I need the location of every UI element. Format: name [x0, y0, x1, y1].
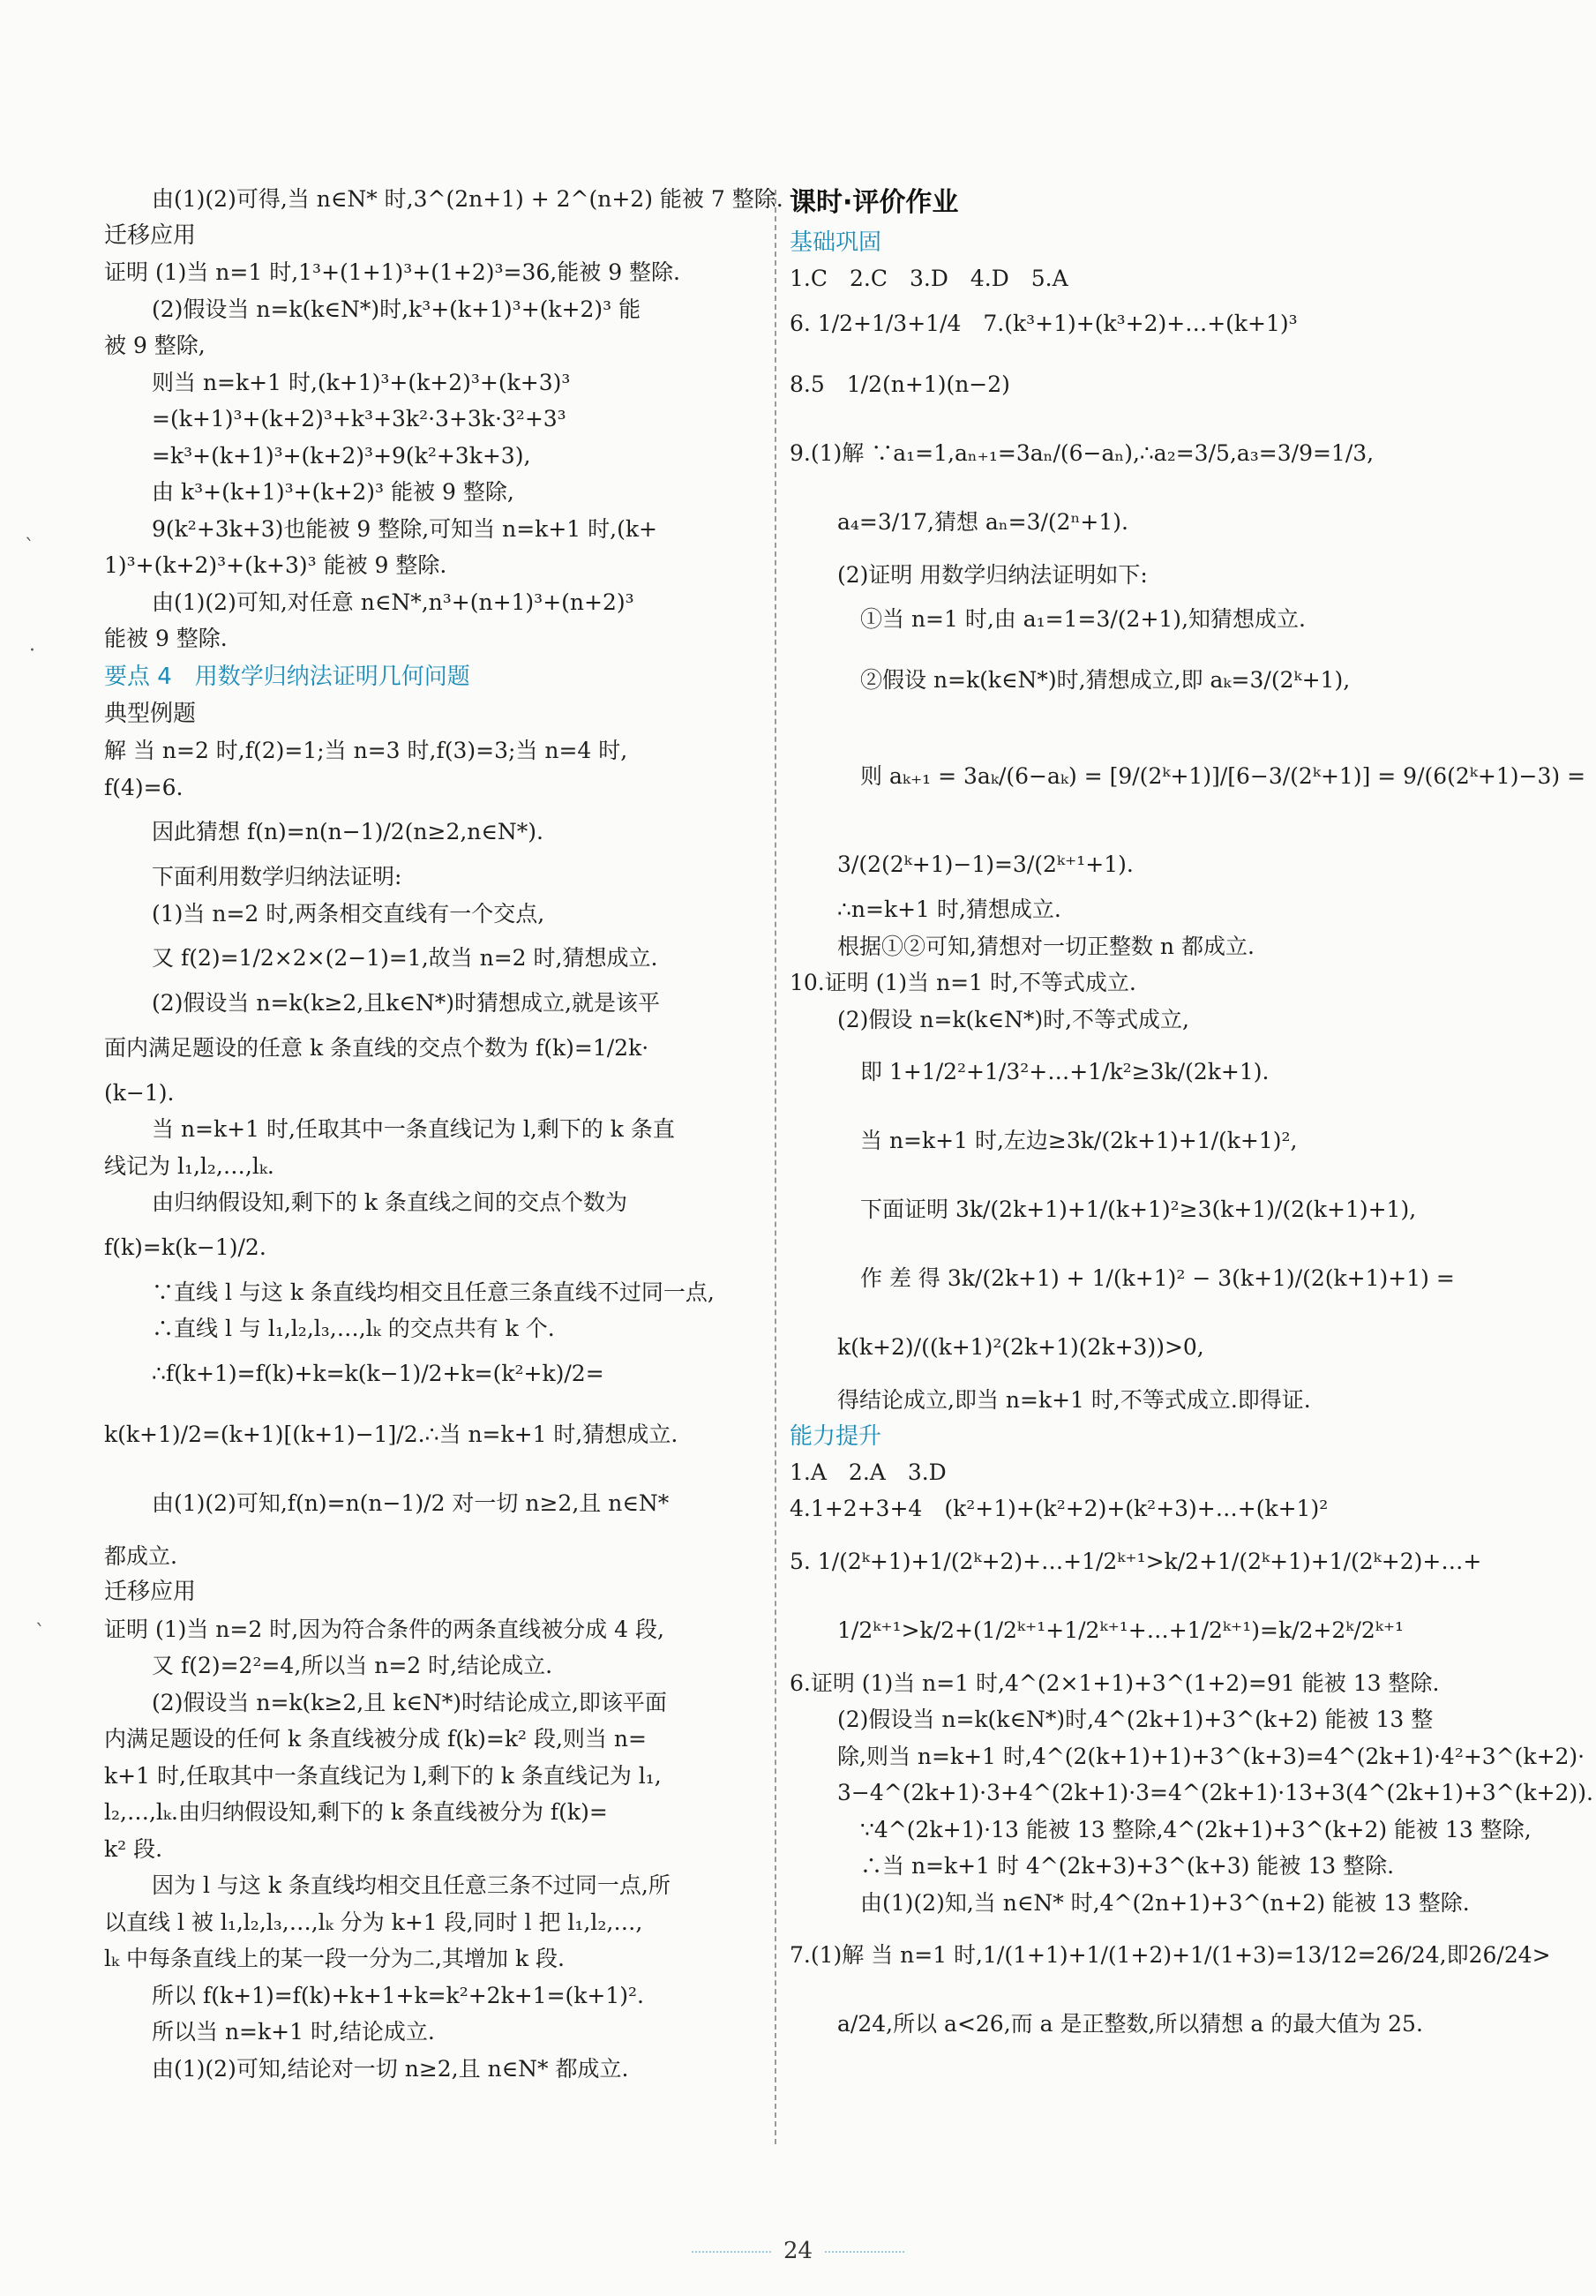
- right-text-line: 3/(2(2ᵏ+1)−1)=3/(2ᵏ⁺¹+1).: [837, 852, 1134, 877]
- right-text-line: (2)证明 用数学归纳法证明如下:: [837, 561, 1148, 588]
- margin-mark: `: [35, 1622, 45, 1644]
- left-text-line: 由(1)(2)可知,f(n)=n(n−1)/2 对一切 n≥2,且 n∈N*: [152, 1489, 670, 1516]
- column-divider: [775, 190, 776, 2144]
- right-text-line: ∴当 n=k+1 时 4^(2k+3)+3^(k+3) 能被 13 整除.: [860, 1853, 1395, 1879]
- right-text-line: 8.5 1/2(n+1)(n−2): [790, 371, 1010, 397]
- left-text-line: f(4)=6.: [104, 774, 184, 800]
- left-text-line: 由(1)(2)可得,当 n∈N* 时,3^(2n+1) + 2^(n+2) 能被 7 整除.: [152, 186, 783, 212]
- left-text-line: 都成立.: [104, 1542, 177, 1569]
- left-text-line: 由(1)(2)可知,对任意 n∈N*,n³+(n+1)³+(n+2)³: [152, 589, 634, 615]
- right-text-line: 1.C 2.C 3.D 4.D 5.A: [790, 266, 1068, 291]
- left-text-line: 9(k²+3k+3)也能被 9 整除,可知当 n=k+1 时,(k+: [152, 515, 657, 542]
- left-text-line: 迁移应用: [104, 221, 197, 249]
- right-text-line: 4.1+2+3+4 (k²+1)+(k²+2)+(k²+3)+…+(k+1)²: [790, 1496, 1329, 1521]
- right-text-line: k(k+2)/((k+1)²(2k+1)(2k+3))>0,: [837, 1334, 1204, 1360]
- right-text-line: 1/2ᵏ⁺¹>k/2+(1/2ᵏ⁺¹+1/2ᵏ⁺¹+…+1/2ᵏ⁺¹)=k/2+2ᵏ/2ᵏ⁺¹: [837, 1617, 1405, 1643]
- right-text-line: 9.(1)解 ∵a₁=1,aₙ₊₁=3aₙ/(6−aₙ),∴a₂=3/5,a₃=3/9=1/3,: [790, 439, 1375, 466]
- left-text-line: f(k)=k(k−1)/2.: [104, 1234, 266, 1260]
- right-text-line: 除,则当 n=k+1 时,4^(2(k+1)+1)+3^(k+3)=4^(2k+1)·4²+3^(k+2)·: [837, 1743, 1585, 1769]
- left-text-line: 由(1)(2)可知,结论对一切 n≥2,且 n∈N* 都成立.: [152, 2055, 629, 2082]
- right-text-line: 则 aₖ₊₁ = 3aₖ/(6−aₖ) = [9/(2ᵏ+1)]/[6−3/(2ᵏ+1)] = 9/(6(2ᵏ+1)−3) =: [860, 763, 1586, 789]
- right-column: [790, 181, 1593, 2059]
- right-text-line: 当 n=k+1 时,左边≥3k/(2k+1)+1/(k+1)²,: [860, 1128, 1298, 1153]
- right-text-line: 得结论成立,即当 n=k+1 时,不等式成立.即得证.: [837, 1387, 1311, 1413]
- left-text-line: ∴直线 l 与 l₁,l₂,l₃,…,lₖ 的交点共有 k 个.: [152, 1316, 555, 1341]
- left-text-line: 又 f(2)=2²=4,所以当 n=2 时,结论成立.: [152, 1653, 553, 1678]
- left-text-line: (k−1).: [104, 1079, 175, 1106]
- right-text-line: 下面证明 3k/(2k+1)+1/(k+1)²≥3(k+1)/(2(k+1)+1),: [860, 1197, 1417, 1222]
- right-text-line: ①当 n=1 时,由 a₁=1=3/(2+1),知猜想成立.: [860, 606, 1306, 632]
- left-text-line: (1)当 n=2 时,两条相交直线有一个交点,: [152, 900, 545, 927]
- left-text-line: (2)假设当 n=k(k≥2,且 k∈N*)时结论成立,即该平面: [152, 1689, 667, 1715]
- left-text-line: 典型例题: [104, 700, 197, 727]
- left-text-line: 所以当 n=k+1 时,结论成立.: [152, 2019, 435, 2045]
- left-text-line: l₂,…,lₖ.由归纳假设知,剩下的 k 条直线被分为 f(k)=: [104, 1799, 608, 1825]
- margin-mark: ·: [29, 640, 35, 662]
- left-text-line: 要点 4 用数学归纳法证明几何问题: [104, 663, 470, 690]
- left-text-line: k² 段.: [104, 1835, 163, 1862]
- left-text-line: 证明 (1)当 n=2 时,因为符合条件的两条直线被分成 4 段,: [104, 1616, 664, 1642]
- right-text-line: (2)假设当 n=k(k∈N*)时,4^(2k+1)+3^(k+2) 能被 13 整: [837, 1707, 1434, 1732]
- right-text-line: ∵4^(2k+1)·13 能被 13 整除,4^(2k+1)+3^(k+2) 能被 13 整除,: [860, 1816, 1532, 1842]
- right-text-line: a₄=3/17,猜想 aₙ=3/(2ⁿ+1).: [837, 508, 1128, 535]
- footer-rule: [692, 2251, 771, 2253]
- left-text-line: =k³+(k+1)³+(k+2)³+9(k²+3k+3),: [152, 442, 531, 469]
- left-text-line: 由 k³+(k+1)³+(k+2)³ 能被 9 整除,: [152, 479, 514, 505]
- left-text-line: 迁移应用: [104, 1579, 197, 1605]
- right-text-line: 10.证明 (1)当 n=1 时,不等式成立.: [790, 970, 1136, 995]
- left-text-line: 当 n=k+1 时,任取其中一条直线记为 l,剩下的 k 条直: [152, 1116, 675, 1142]
- left-text-line: 因此猜想 f(n)=n(n−1)/2(n≥2,n∈N*).: [152, 819, 543, 844]
- page-number: 24: [783, 2238, 813, 2264]
- left-text-line: 所以 f(k+1)=f(k)+k+1+k=k²+2k+1=(k+1)².: [152, 1982, 645, 2008]
- left-text-line: 下面利用数学归纳法证明:: [152, 864, 402, 889]
- left-text-line: 证明 (1)当 n=1 时,1³+(1+1)³+(1+2)³=36,能被 9 整除.: [104, 259, 681, 285]
- left-text-line: 因为 l 与这 k 条直线均相交且任意三条不过同一点,所: [152, 1872, 671, 1898]
- right-text-line: 3−4^(2k+1)·3+4^(2k+1)·3=4^(2k+1)·13+3(4^(2k+1)+3^(k+2)).: [837, 1780, 1593, 1805]
- left-text-line: 被 9 整除,: [104, 333, 206, 358]
- right-text-line: 根据①②可知,猜想对一切正整数 n 都成立.: [837, 933, 1255, 959]
- left-text-line: 面内满足题设的任意 k 条直线的交点个数为 f(k)=1/2k·: [104, 1034, 649, 1061]
- left-text-line: 由归纳假设知,剩下的 k 条直线之间的交点个数为: [152, 1189, 627, 1215]
- left-text-line: 1)³+(k+2)³+(k+3)³ 能被 9 整除.: [104, 552, 447, 578]
- left-text-line: (2)假设当 n=k(k≥2,且k∈N*)时猜想成立,就是该平: [152, 990, 660, 1016]
- right-text-line: 基础巩固: [790, 229, 882, 256]
- left-text-line: ∵直线 l 与这 k 条直线均相交且任意三条直线不过同一点,: [152, 1279, 715, 1305]
- margin-mark: `: [25, 536, 34, 559]
- right-text-line: ∴n=k+1 时,猜想成立.: [837, 897, 1061, 922]
- right-text-line: ②假设 n=k(k∈N*)时,猜想成立,即 aₖ=3/(2ᵏ+1),: [860, 667, 1351, 693]
- right-text-line: 6.证明 (1)当 n=1 时,4^(2×1+1)+3^(1+2)=91 能被 13 整除.: [790, 1669, 1440, 1696]
- left-text-line: ∴f(k+1)=f(k)+k=k(k−1)/2+k=(k²+k)/2=: [152, 1360, 604, 1386]
- left-text-line: 则当 n=k+1 时,(k+1)³+(k+2)³+(k+3)³: [152, 369, 571, 395]
- page-footer: [0, 2238, 1596, 2264]
- right-text-line: 能力提升: [790, 1422, 882, 1450]
- left-column: [104, 181, 783, 2087]
- left-text-line: 内满足题设的任何 k 条直线被分成 f(k)=k² 段,则当 n=: [104, 1726, 647, 1752]
- left-text-line: 解 当 n=2 时,f(2)=1;当 n=3 时,f(3)=3;当 n=4 时,: [104, 738, 628, 763]
- footer-rule: [825, 2251, 904, 2253]
- right-text-line: a/24,所以 a<26,而 a 是正整数,所以猜想 a 的最大值为 25.: [837, 2011, 1423, 2037]
- left-text-line: 以直线 l 被 l₁,l₂,l₃,…,lₖ 分为 k+1 段,同时 l 把 l₁,l₂,…,: [104, 1909, 643, 1935]
- right-text-line: 即 1+1/2²+1/3²+…+1/k²≥3k/(2k+1).: [860, 1059, 1270, 1084]
- left-text-line: k+1 时,任取其中一条直线记为 l,剩下的 k 条直线记为 l₁,: [104, 1762, 662, 1789]
- right-text-line: 由(1)(2)知,当 n∈N* 时,4^(2n+1)+3^(n+2) 能被 13 整除.: [860, 1889, 1470, 1916]
- left-text-line: k(k+1)/2=(k+1)[(k+1)−1]/2.∴当 n=k+1 时,猜想成立.: [104, 1421, 678, 1447]
- left-text-line: 线记为 l₁,l₂,…,lₖ.: [104, 1152, 274, 1179]
- right-text-line: (2)假设 n=k(k∈N*)时,不等式成立,: [837, 1006, 1189, 1032]
- right-text-line: 课时·评价作业: [790, 187, 959, 218]
- left-text-line: lₖ 中每条直线上的某一段一分为二,其增加 k 段.: [104, 1946, 565, 1971]
- right-text-line: 作 差 得 3k/(2k+1) + 1/(k+1)² − 3(k+1)/(2(k+1)+1) =: [860, 1265, 1455, 1291]
- left-text-line: =(k+1)³+(k+2)³+k³+3k²·3+3k·3²+3³: [152, 406, 566, 431]
- right-text-line: 7.(1)解 当 n=1 时,1/(1+1)+1/(1+2)+1/(1+3)=13/12=26/24,即26/24>: [790, 1942, 1551, 1968]
- right-text-line: 5. 1/(2ᵏ+1)+1/(2ᵏ+2)+…+1/2ᵏ⁺¹>k/2+1/(2ᵏ+1)+1/(2ᵏ+2)+…+: [790, 1548, 1482, 1574]
- right-text-line: 1.A 2.A 3.D: [790, 1459, 947, 1485]
- left-text-line: 又 f(2)=1/2×2×(2−1)=1,故当 n=2 时,猜想成立.: [152, 945, 658, 971]
- right-text-line: 6. 1/2+1/3+1/4 7.(k³+1)+(k³+2)+…+(k+1)³: [790, 310, 1298, 336]
- left-text-line: (2)假设当 n=k(k∈N*)时,k³+(k+1)³+(k+2)³ 能: [152, 296, 641, 322]
- left-text-line: 能被 9 整除.: [104, 626, 228, 651]
